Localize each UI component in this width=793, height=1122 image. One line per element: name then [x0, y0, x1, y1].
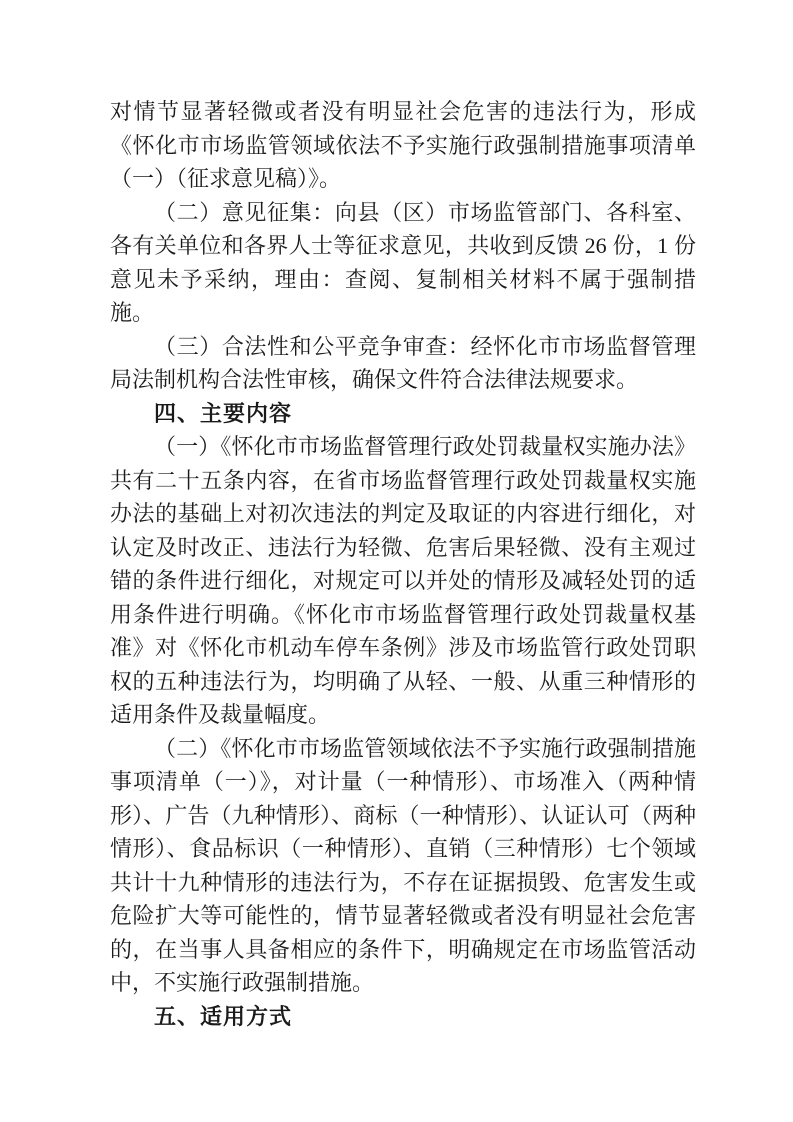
- paragraph-opinion-collection: （二）意见征集：向县（区）市场监管部门、各科室、各有关单位和各界人士等征求意见，共收到反馈 26 份，1 份意见未予采纳，理由：查阅、复制相关材料不属于强制措施。: [110, 199, 696, 325]
- paragraph-continued-from-previous-page: 对情节显著轻微或者没有明显社会危害的违法行为，形成《怀化市市场监管领域依法不予实施行政强制措施事项清单（一）（征求意见稿）》。: [110, 99, 696, 191]
- document-body: [110, 95, 696, 1033]
- paragraph-discretion-measures: （一）《怀化市市场监督管理行政处罚裁量权实施办法》共有二十五条内容，在省市场监督管理行政处罚裁量权实施办法的基础上对初次违法的判定及取证的内容进行细化，对认定及时改正、违法行为轻微、危害后果轻微、没有主观过错的条件进行细化，对规定可以并处的情形及减轻处罚的适用条件进行明确。《怀化市市场监督管理行政处罚裁量权基准》对《怀化市机动车停车条例》涉及市场监管行政处罚职权的五种违法行为，均明确了从轻、一般、从重三种情形的适用条件及裁量幅度。: [110, 434, 696, 727]
- heading-section-4-main-content: 四、主要内容: [154, 400, 293, 426]
- paragraph-no-enforcement-list: （二）《怀化市市场监管领域依法不予实施行政强制措施事项清单（一）》，对计量（一种情形）、市场准入（两种情形）、广告（九种情形）、商标（一种情形）、认证认可（两种情形）、食品标识（一种情形）、直销（三种情形）七个领域共计十九种情形的违法行为，不存在证据损毁、危害发生或危险扩大等可能性的，情节显著轻微或者没有明显社会危害的，在当事人具备相应的条件下，明确规定在市场监管活动中，不实施行政强制措施。: [110, 735, 696, 995]
- heading-section-5-application-method: 五、适用方式: [154, 1003, 293, 1029]
- paragraph-legality-review: （三）合法性和公平竞争审查：经怀化市市场监督管理局法制机构合法性审核，确保文件符合法律法规要求。: [110, 333, 696, 392]
